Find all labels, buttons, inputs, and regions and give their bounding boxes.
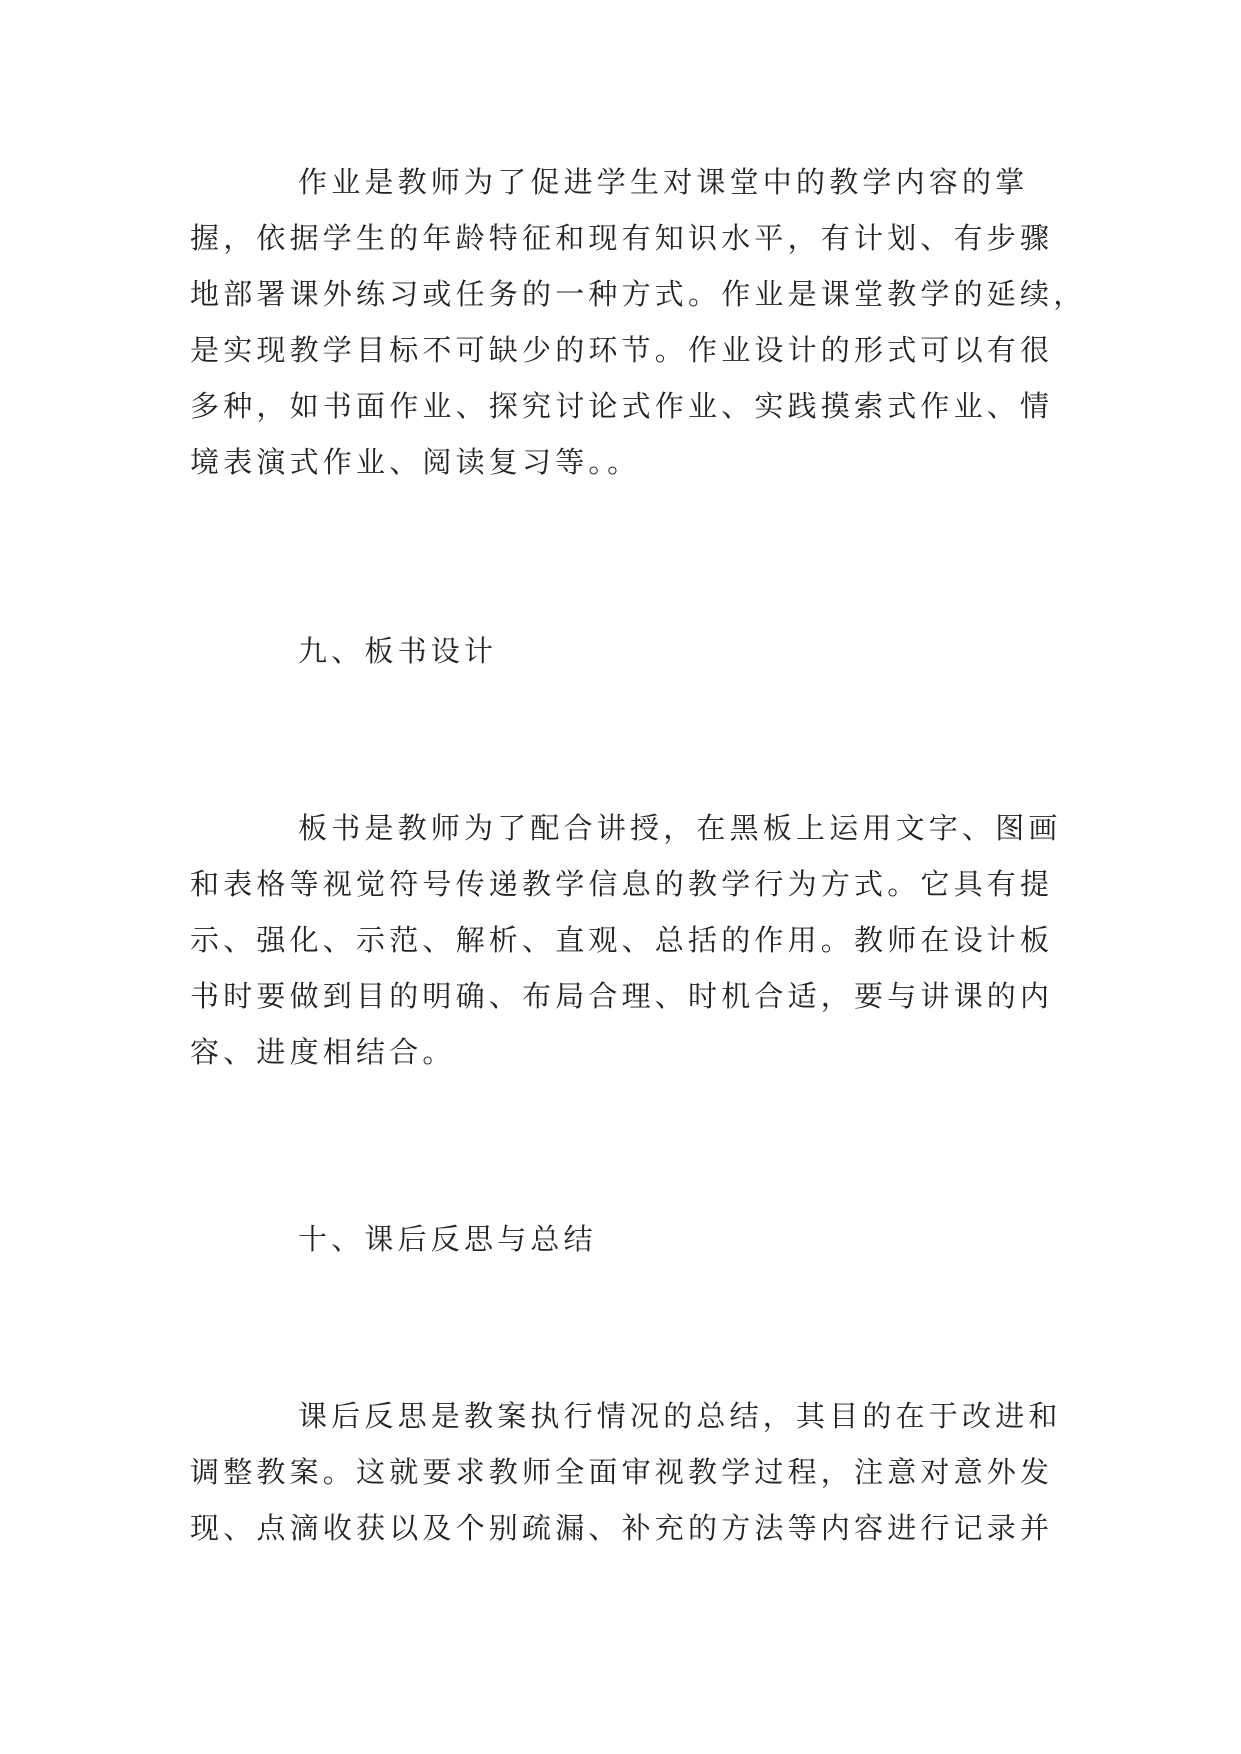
paragraph-line: 握，依据学生的年龄特征和现有知识水平，有计划、有步骤 [190,221,1054,255]
paragraph-line: 调整教案。这就要求教师全面审视教学过程，注意对意外发 [190,1455,1054,1489]
paragraph-line: 示、强化、示范、解析、直观、总括的作用。教师在设计板 [190,923,1054,957]
paragraph-line: 地部署课外练习或任务的一种方式。作业是课堂教学的延续， [190,277,1087,311]
section-heading-blackboard-design: 九、板书设计 [298,634,498,668]
paragraph-line: 板书是教师为了配合讲授，在黑板上运用文字、图画 [298,811,1062,845]
paragraph-line: 课后反思是教案执行情况的总结，其目的在于改进和 [298,1399,1062,1433]
paragraph-line: 书时要做到目的明确、布局合理、时机合适，要与讲课的内 [190,979,1054,1013]
paragraph-line: 容、进度相结合。 [190,1035,456,1069]
paragraph-line: 多种，如书面作业、探究讨论式作业、实践摸索式作业、情 [190,389,1054,423]
paragraph-line: 和表格等视觉符号传递教学信息的教学行为方式。它具有提 [190,867,1054,901]
paragraph-line: 境表演式作业、阅读复习等。。 [190,445,641,479]
paragraph-line: 现、点滴收获以及个别疏漏、补充的方法等内容进行记录并 [190,1511,1054,1545]
paragraph-line: 是实现教学目标不可缺少的环节。作业设计的形式可以有很 [190,333,1054,367]
paragraph-line: 作业是教师为了促进学生对课堂中的教学内容的掌 [298,165,1029,199]
section-heading-reflection: 十、课后反思与总结 [298,1222,597,1256]
